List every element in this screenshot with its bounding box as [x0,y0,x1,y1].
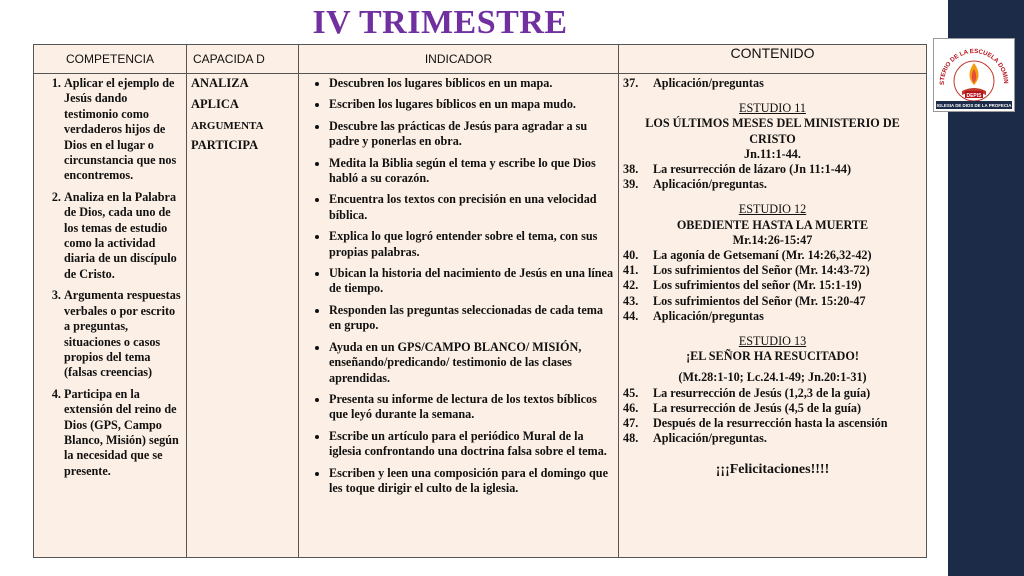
item-text: Después de la resurrección hasta la ascensión [653,416,888,431]
competencia-column [34,45,187,557]
item-number: 37. [623,76,639,90]
capacidad-column [187,45,299,557]
item-text: La resurrección de lázaro (Jn 11:1-44) [653,162,852,177]
item-number: 43. [623,293,639,308]
competencia-item: 1. Aplicar el ejemplo de Jesús dando testimonio como verdaderos hijos de Dios en el lugar o circunstancia que nos encontremos. [64,76,182,184]
item-number: 45. [623,385,639,400]
indicador-item: • Descubren los lugares bíblicos en un mapa. [329,76,614,91]
capacidad-item: ARGUMENTA [191,119,264,132]
contenido-header: CONTENIDO [619,45,926,74]
content-item [623,278,922,293]
indicador-list [303,76,614,496]
item-text: Aplicación/preguntas. [653,431,767,446]
item-text: Los sufrimientos del Señor (Mr. 14:43-72) [653,263,870,278]
estudio-11-label: ESTUDIO 11 [739,101,806,116]
estudio-12-label: ESTUDIO 12 [738,202,807,217]
item-text: Los sufrimientos del señor (Mr. 15:1-19) [653,278,862,293]
item-number: 39. [623,177,639,192]
indicador-item: • Escriben los lugares bíblicos en un mapa mudo. [329,97,614,112]
item-text: Aplicación/preguntas [653,308,764,323]
item-text: La resurrección de Jesús (1,2,3 de la guía) [653,385,871,400]
item-number: 38. [623,162,639,177]
indicador-item: • Descubre las prácticas de Jesús para agradar a su padre y ponerlas en obra. [329,119,614,150]
capacidad-header: CAPACIDA D [187,45,298,74]
indicador-item: • Escribe un artículo para el periódico Mural de la iglesia confrontando una doctrina falsa sobre el tema. [329,429,614,460]
item-text: Aplicación/preguntas [653,76,764,90]
competencia-item: 2. Analiza en la Palabra de Dios, cada uno de los temas de estudio como la actividad diaria de un discípulo de Cristo. [64,190,182,282]
estudio-12-title: OBEDIENTE HASTA LA MUERTE [676,217,869,232]
contenido-column [619,45,926,557]
content-item [623,162,922,177]
estudio-12-ref: Mr.14:26-15:47 [732,232,813,247]
indicador-item: • Presenta su informe de lectura de los textos bíblicos que leyó durante la semana. [329,392,614,423]
indicador-item: • Ubican la historia del nacimiento de Jesús en una línea de tiempo. [329,266,614,297]
item-text: Los sufrimientos del Señor (Mr. 15:20-47 [653,293,866,308]
item-number: 41. [623,263,639,278]
svg-text:DEPIS: DEPIS [966,92,982,99]
indicador-item: • Responden las preguntas seleccionadas de cada tema en grupo. [329,303,614,334]
content-item [623,76,922,91]
capacidad-list [187,74,298,162]
indicador-item: • Encuentra los textos con precisión en una velocidad bíblica. [329,192,614,223]
indicador-item: • Ayuda en un GPS/CAMPO BLANCO/ MISIÓN, enseñando/predicando/ testimonio de las clases aprendidas. [329,340,614,386]
estudio-13-items [623,386,922,447]
item-number: 47. [623,416,639,431]
indicador-item: • Medita la Biblia según el tema y escribe lo que Dios habló a su corazón. [329,156,614,187]
item-number: 48. [623,431,639,446]
estudio-11-ref: Jn.11:1-44. [744,146,801,161]
svg-text:IGLESIA DE DIOS DE LA PROFECIA: IGLESIA DE DIOS DE LA PROFECIA [936,103,1012,108]
item-number: 46. [623,400,639,415]
item-number: 44. [623,308,639,323]
capacidad-item: PARTICIPA [191,138,259,153]
content-item [623,248,922,263]
estudio-11-items [623,162,922,192]
content-item [623,386,922,401]
competencia-list [38,76,182,479]
page-title: IV TRIMESTRE [312,4,568,41]
svg-text:MINISTERIO DE LA ESCUELA DOMIN: STERIO DE LA ESCUELA DOMIN [938,47,1010,85]
content-item [623,431,922,446]
estudio-12-items [623,248,922,324]
estudio-13-ref: (Mt.28:1-10; Lc.24.1-49; Jn.20:1-31) [678,370,867,385]
estudio-11-title: LOS ÚLTIMOS MESES DEL MINISTERIO DE CRISTO [645,116,900,146]
content-item [623,263,922,278]
content-item [623,177,922,192]
estudio-13-label: ESTUDIO 13 [738,334,807,349]
competencia-item: 3. Argumenta respuestas verbales o por escrito a preguntas, situaciones o casos propios del tema (falsas creencias) [64,288,182,380]
capacidad-item: ANALIZA [191,76,249,90]
content-item [623,401,922,416]
content-item [623,309,922,324]
competencia-header: COMPETENCIA [34,45,186,74]
indicador-item: • Explica lo que logró entender sobre el tema, con sus propias palabras. [329,229,614,260]
capacidad-item: APLICA [191,97,239,112]
item-text: La agonía de Getsemaní (Mr. 14:26,32-42) [653,248,872,263]
ministry-logo [933,38,1015,112]
indicador-header: INDICADOR [299,45,618,74]
contenido-body [619,74,926,480]
content-item [623,416,922,431]
indicador-item: • Escriben y leen una composición para el domingo que les toque dirigir el culto de la iglesia. [329,466,614,497]
item-text: La resurrección de Jesús (4,5 de la guía) [653,400,862,415]
item-text: Aplicación/preguntas. [653,177,767,192]
item-number: 42. [623,278,639,293]
item-number: 40. [623,248,639,263]
indicador-column [299,45,619,557]
estudio-13-title: ¡EL SEÑOR HA RESUCITADO! [686,349,859,364]
competencia-item: 4. Participa en la extensión del reino de Dios (GPS, Campo Blanco, Misión) según la necesidad que se presente. [64,387,182,479]
content-item [623,294,922,309]
curriculum-table [33,44,927,558]
closing-message: ¡¡¡Felicitaciones!!!! [715,462,830,478]
